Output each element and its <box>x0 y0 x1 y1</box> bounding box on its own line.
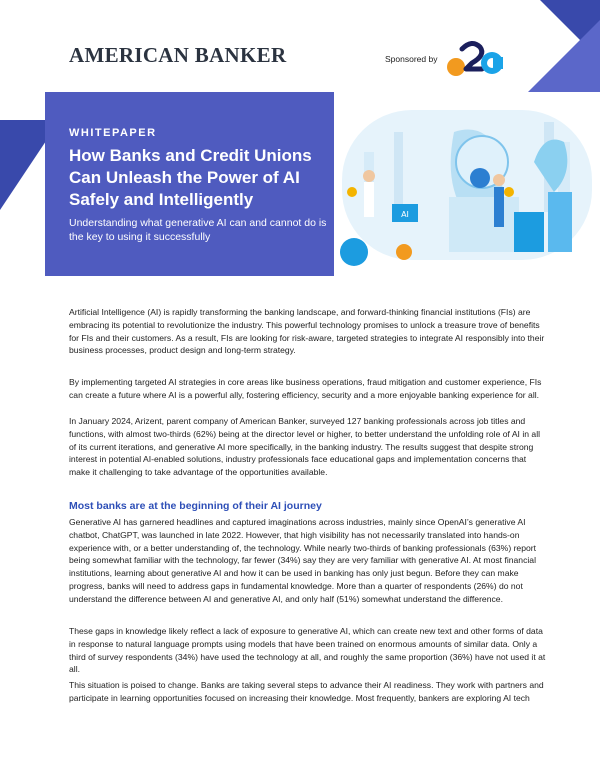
body-paragraph-1: Artificial Intelligence (AI) is rapidly transforming the banking landscape, and forward-thinking financial institutions (FIs) are embracing its potential to revolutionize the industry. This powerful technology promises to unlock a treasure trove of benefits for FIs and their customers. As a result, FIs are looking for risk-aware, targeted strategies to integrate AI responsibly into their business processes, product design and long-term strategy. <box>69 307 545 356</box>
page-title: How Banks and Credit Unions Can Unleash the Power of AI Safely and Intelligently <box>69 146 312 209</box>
sponsored-by-label: Sponsored by <box>385 54 438 64</box>
page-subtitle: Understanding what generative AI can and cannot do is the key to using it successfully <box>69 217 327 243</box>
body-paragraph-5: These gaps in knowledge likely reflect a lack of exposure to generative AI, which can create new text and other forms of data in response to natural language prompts using models that have been trained on enormous amounts of similar data. Only a third of survey respondents (34%) have used the technology at all, and roughly the same proportion (36%) have not used it at all. <box>69 626 546 675</box>
body-paragraph-6: This situation is poised to change. Banks are taking several steps to advance their AI readiness. They work with partners and participate in learning opportunities focused on increasing their knowledge. Most frequently, bankers are exploring AI tech <box>69 680 544 703</box>
ai-illustration <box>334 92 600 276</box>
document-type-label: WHITEPAPER <box>69 127 157 139</box>
section-heading: Most banks are at the beginning of their AI journey <box>69 500 322 512</box>
svg-text:AI: AI <box>401 210 409 219</box>
body-paragraph-2: By implementing targeted AI strategies in core areas like business operations, fraud mitigation and customer experience, FIs can create a future where AI is a powerful ally, fostering efficiency, security and a more enjoyable banking experience for all. <box>69 377 542 400</box>
body-paragraph-3: In January 2024, Arizent, parent company of American Banker, surveyed 127 banking professionals across job titles and functions, with almost two-thirds (62%) being at the director level or higher, to better understand the unfolding role of AI in all of its current iterations, and generative AI more specifically, in the banking industry. The results suggest that despite strong interest in potential AI-enabled solutions, industry professionals face educational gaps and implementation concerns that make it challenging to take advantage of the opportunities available. <box>69 416 541 478</box>
body-paragraph-4: Generative AI has garnered headlines and captured imaginations across industries, mainly since OpenAI’s generative AI chatbot, ChatGPT, was launched in late 2022. However, that high visibility has not necessarily translated into hands-on experience with, or a better understanding of, the technology. While nearly two-thirds of banking professionals (63%) report being somewhat familiar with the technology, far fewer (34%) say they are very familiar with generative AI. At most financial institutions, learning about generative AI and how it can be used in banking has only just begun. Before they can make progress, banks will need to address gaps in fundamental knowledge. More than a quarter of respondents (26%) do not understand the difference between AI and generative AI, and only half (51%) somewhat understand the difference. <box>69 517 537 604</box>
sponsor-logo <box>442 37 506 79</box>
publication-masthead: AMERICAN BANKER <box>69 43 287 67</box>
